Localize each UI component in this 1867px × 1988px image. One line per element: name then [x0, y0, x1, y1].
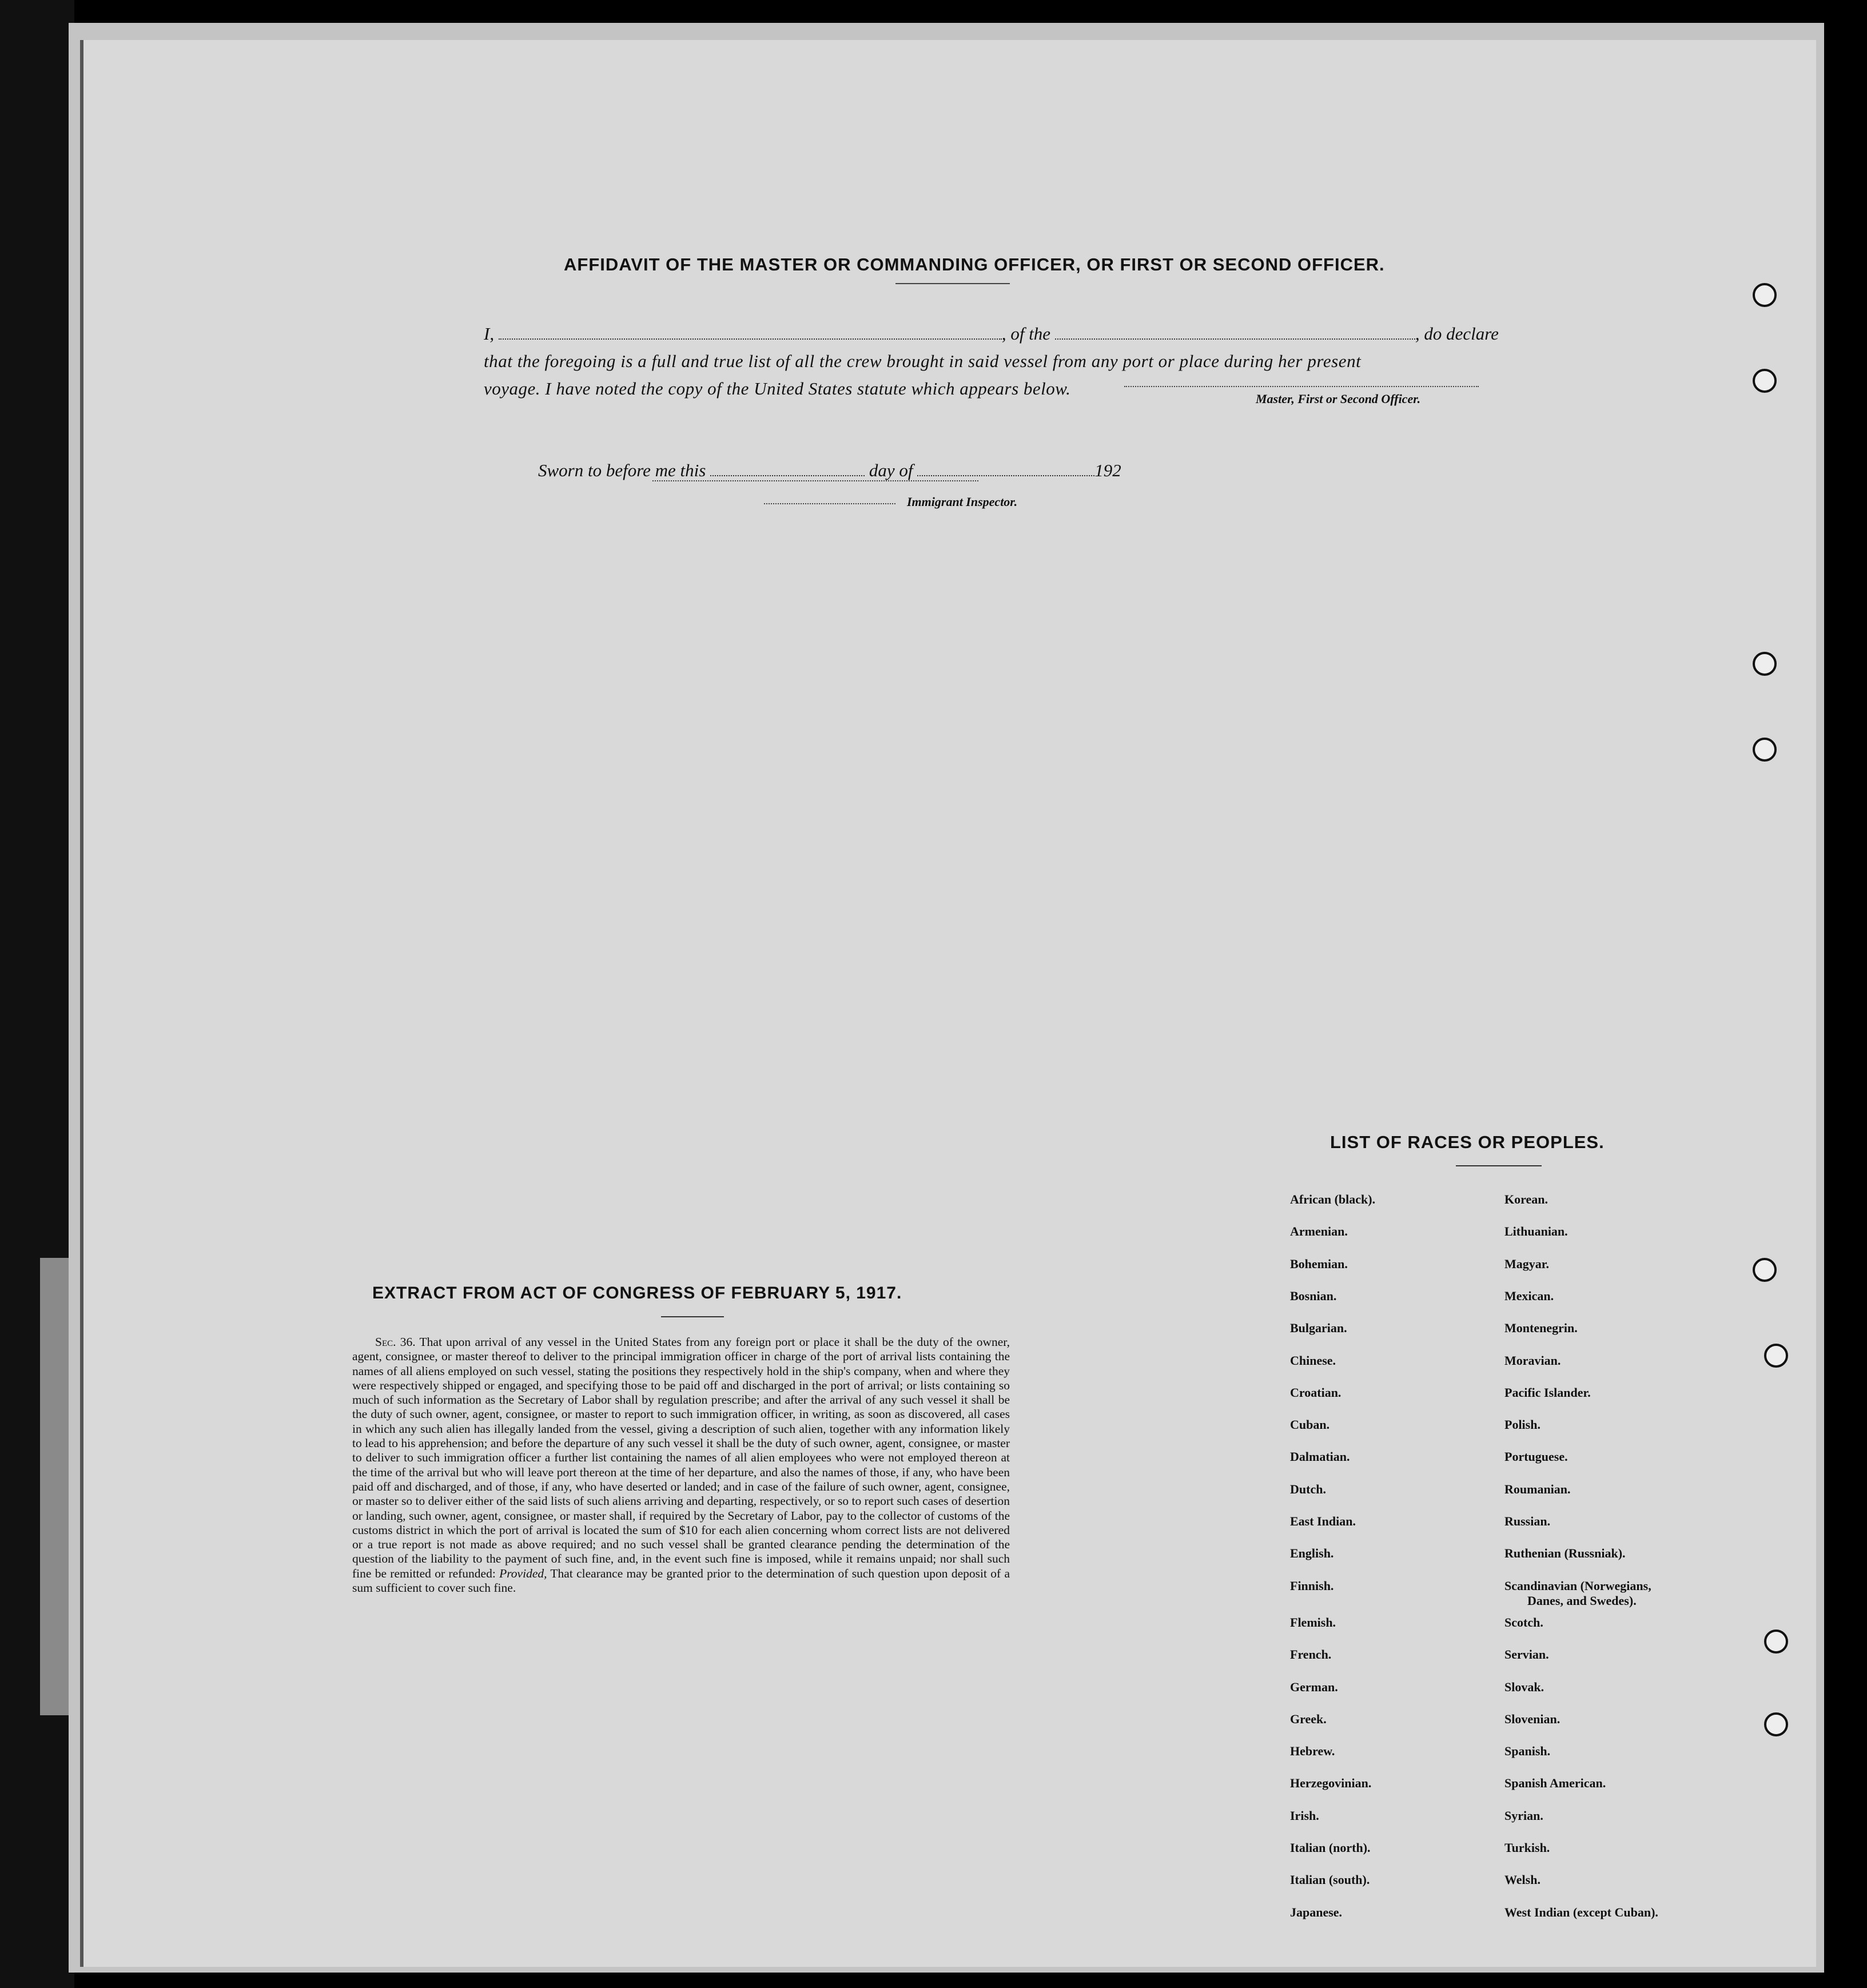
race-item: Bulgarian. [1290, 1321, 1347, 1336]
extract-title-rule [661, 1316, 724, 1317]
punch-hole [1764, 1630, 1788, 1654]
race-item: West Indian (except Cuban). [1504, 1905, 1658, 1919]
race-item: Dutch. [1290, 1481, 1326, 1496]
vessel-blank[interactable] [1055, 325, 1415, 340]
master-signature-label: Master, First or Second Officer. [1256, 392, 1421, 406]
extract-body [352, 1335, 1010, 1595]
punch-hole [1764, 1712, 1788, 1736]
race-item: Korean. [1504, 1192, 1548, 1206]
race-item: Portuguese. [1504, 1449, 1568, 1464]
race-item: Irish. [1290, 1808, 1319, 1823]
race-item: Montenegrin. [1504, 1321, 1578, 1336]
inspector-signature-line[interactable] [652, 480, 978, 481]
manifest-page [80, 40, 1816, 1967]
race-item: Finnish. [1290, 1578, 1334, 1593]
sworn-prefix: Sworn to before me this [538, 460, 706, 480]
race-item: Greek. [1290, 1711, 1327, 1726]
race-item: Pacific Islander. [1504, 1385, 1591, 1400]
punch-hole [1753, 1258, 1777, 1282]
affidavit-line2: that the foregoing is a full and true list of all the crew brought in said vessel from any port or place during her present [484, 351, 1362, 371]
race-item: Hebrew. [1290, 1744, 1335, 1759]
race-item: Herzegovinian. [1290, 1776, 1372, 1791]
race-item: Ruthenian (Russniak). [1504, 1546, 1626, 1561]
title-rule [895, 283, 1010, 284]
race-item: Japanese. [1290, 1905, 1343, 1919]
affidavit-of-the: , of the [1001, 324, 1051, 344]
master-signature-line[interactable] [1124, 386, 1479, 387]
race-item: Dalmatian. [1290, 1449, 1350, 1464]
sworn-line [538, 460, 1121, 481]
race-item: Bosnian. [1290, 1288, 1337, 1303]
affidavit-declare: , do declare [1415, 324, 1499, 344]
race-item: Scandinavian (Norwegians, [1504, 1578, 1651, 1593]
race-item: Magyar. [1504, 1256, 1550, 1271]
name-blank[interactable] [499, 325, 1002, 340]
sworn-year: 192 [1094, 460, 1121, 480]
extract-section-label: Sec. 36. [375, 1335, 416, 1349]
inspector-label: Immigrant Inspector. [907, 495, 1018, 509]
affidavit-line3: voyage. I have noted the copy of the United States statute which appears below. [484, 379, 1071, 399]
race-item: Syrian. [1504, 1808, 1543, 1823]
race-item: Scotch. [1504, 1615, 1543, 1630]
affidavit-declaration [484, 320, 1582, 403]
race-item: Flemish. [1290, 1615, 1336, 1630]
inspector-dotted-line [764, 503, 895, 504]
binding-edge [0, 0, 74, 1988]
race-item: Cuban. [1290, 1417, 1330, 1432]
race-item: French. [1290, 1647, 1332, 1662]
sworn-day-of: day of [869, 460, 913, 480]
race-item: Spanish American. [1504, 1776, 1606, 1791]
punch-hole [1753, 738, 1777, 762]
race-item: Bohemian. [1290, 1256, 1348, 1271]
race-item: Polish. [1504, 1417, 1540, 1432]
extract-text: That upon arrival of any vessel in the United States from any foreign port or place it shall be the duty of the owner, agent, consignee, or master thereof to deliver to the principal immigration officer in charge of the port of arrival lists containing the names of all aliens employed on such vessel, stating the positions they respectively hold in the ship's company, when and where they were respectively shipped or engaged, and specifying those to be paid off and discharged in the port of arrival; or lists containing so much of such information as the Secretary of Labor shall by regulation prescribe; and after the arrival of any such vessel it shall be the duty of such owner, agent, consignee, or master to report to such immigration officer, in writing, as soon as discovered, all cases in which any such alien has illegally landed from the vessel, giving a description of such alien, together with any information likely to lead to his apprehension; and before the departure of any such vessel it shall be the duty of such owner, agent, consignee, or master to deliver to such immigration officer a further list containing the names of all alien employees who were not employed thereon at the time of the arrival but who will leave port thereon at the time of her departure, and also the names of those, if any, who have been paid off and discharged, and of those, if any, who have deserted or landed; and in case of the failure of such owner, agent, consignee, or master so to deliver either of the said lists of such aliens arriving and departing, respectively, or so to report such cases of desertion or landing, such owner, agent, consignee, or master shall, if required by the Secretary of Labor, pay to the collector of customs of the customs district in which the port of arrival is located the sum of $10 for each alien concerning whom correct lists are not delivered or a true report is not made as above required; and no such vessel shall be granted clearance pending the determination of the question of the liability to the payment of such fine, and, in the event such fine is imposed, while it remains unpaid; nor shall such fine be remitted or refunded: [352, 1335, 1010, 1580]
races-title-rule [1456, 1165, 1542, 1166]
race-item: Italian (south). [1290, 1873, 1370, 1887]
race-item: Russian. [1504, 1514, 1551, 1528]
affidavit-title: AFFIDAVIT OF THE MASTER OR COMMANDING OFFICER, OR FIRST OR SECOND OFFICER. [564, 254, 1385, 274]
punch-hole [1753, 283, 1777, 307]
sworn-day-blank[interactable] [710, 461, 865, 476]
punch-hole [1764, 1344, 1788, 1368]
race-item: African (black). [1290, 1192, 1376, 1206]
races-title: LIST OF RACES OR PEOPLES. [1330, 1132, 1605, 1152]
affidavit-i: I, [484, 324, 495, 344]
race-item: Spanish. [1504, 1744, 1551, 1759]
race-item: Turkish. [1504, 1840, 1550, 1855]
race-item: Danes, and Swedes). [1527, 1593, 1637, 1608]
race-item: Servian. [1504, 1647, 1549, 1662]
extract-title: EXTRACT FROM ACT OF CONGRESS OF FEBRUARY 5, 1917. [372, 1284, 902, 1302]
race-item: Croatian. [1290, 1385, 1341, 1400]
extract-text-end: That clearance may be granted prior to the determination of such question upon deposit of a sum sufficient to cover such fine. [352, 1566, 1010, 1595]
punch-hole [1753, 369, 1777, 393]
race-item: Roumanian. [1504, 1481, 1571, 1496]
race-item: Slovenian. [1504, 1711, 1561, 1726]
race-item: Mexican. [1504, 1288, 1554, 1303]
race-item: Italian (north). [1290, 1840, 1371, 1855]
punch-hole [1753, 652, 1777, 676]
race-item: Armenian. [1290, 1224, 1348, 1239]
race-item: Moravian. [1504, 1353, 1561, 1368]
race-item: East Indian. [1290, 1514, 1356, 1528]
race-item: Welsh. [1504, 1873, 1540, 1887]
race-item: Slovak. [1504, 1679, 1544, 1694]
race-item: English. [1290, 1546, 1334, 1561]
race-item: German. [1290, 1679, 1338, 1694]
race-item: Chinese. [1290, 1353, 1336, 1368]
race-item: Lithuanian. [1504, 1224, 1568, 1239]
sworn-month-blank[interactable] [917, 461, 1094, 476]
extract-provided: Provided, [499, 1566, 547, 1580]
